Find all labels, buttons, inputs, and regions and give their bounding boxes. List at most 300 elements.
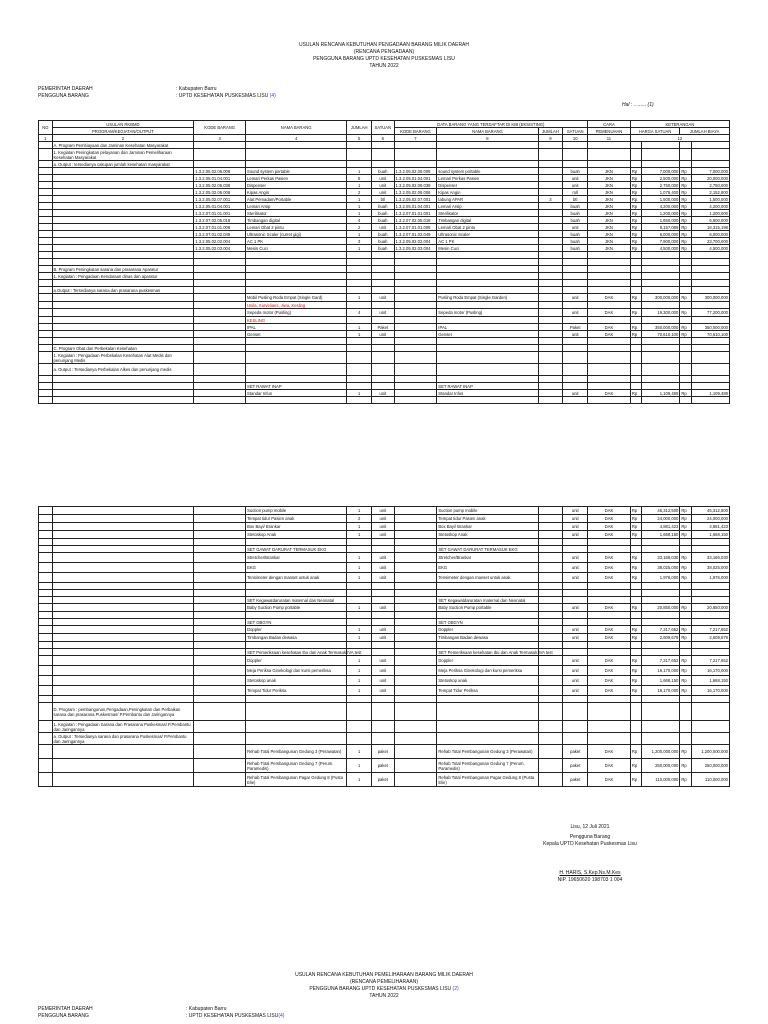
table-cell [394, 546, 437, 553]
table-cell [39, 238, 53, 245]
table-row [39, 721, 730, 733]
table-cell [588, 721, 631, 733]
table-cell [538, 597, 563, 604]
currency: Rp [630, 523, 641, 531]
table-cell [437, 703, 538, 721]
table-cell [194, 376, 246, 383]
table-cell [538, 733, 563, 745]
table-cell [372, 383, 395, 390]
table-cell [372, 703, 395, 721]
table-cell [39, 168, 53, 175]
jumlah-kib [538, 666, 563, 676]
table-cell [680, 612, 691, 619]
harga-satuan: 19,300,000 [642, 309, 680, 317]
table-cell [246, 252, 347, 259]
nama-barang-kib: Doppler [437, 656, 538, 666]
kode-barang [194, 507, 246, 515]
kode-barang: 1.3.2.05.02.02.004 [194, 238, 246, 245]
set-heading: SET Kegawatdaruratan maternal dan Neonatal [437, 597, 538, 604]
jumlah: 1 [347, 773, 372, 787]
table-cell [39, 666, 53, 676]
satuan-kib: buah [563, 245, 588, 252]
table-cell [630, 142, 641, 149]
table-cell [563, 721, 588, 733]
currency: Rp [680, 523, 691, 531]
table-cell [246, 376, 347, 383]
table-cell [246, 696, 347, 703]
table-cell [372, 583, 395, 590]
satuan: buah [372, 238, 395, 245]
table-cell [39, 573, 53, 583]
table-cell [630, 345, 641, 352]
table-row [39, 523, 730, 531]
jumlah-kib [538, 573, 563, 583]
harga-satuan: 1,200,000,000 [642, 745, 680, 759]
table-cell [194, 583, 246, 590]
table-cell [680, 352, 691, 364]
table-cell [538, 142, 563, 149]
note-row [39, 317, 730, 324]
table-cell [394, 317, 437, 324]
col-num: 7 [394, 135, 437, 142]
table-cell [194, 273, 246, 280]
table-cell [588, 161, 631, 168]
table-cell [347, 703, 372, 721]
table-cell [691, 142, 729, 149]
set-heading: SET RAWAT INAP [437, 383, 538, 390]
satuan-kib: unit [563, 573, 588, 583]
table-cell [347, 317, 372, 324]
currency: Rp [680, 759, 691, 773]
cara-pemenuhan: DAK [588, 604, 631, 612]
jumlah: 1 [347, 210, 372, 217]
table-cell [394, 252, 437, 259]
table-cell [194, 703, 246, 721]
currency: Rp [630, 656, 641, 666]
doc1-title [0, 42, 768, 70]
table-cell [563, 397, 588, 404]
harga-satuan: 1,500,000 [642, 196, 680, 203]
table-cell [691, 352, 729, 364]
table-cell [563, 619, 588, 626]
table-cell [394, 287, 437, 294]
cara-pemenuhan: JKN [588, 168, 631, 175]
harga-satuan: 16,170,000 [642, 686, 680, 696]
nama-barang-kib: Kipas Angin [437, 189, 538, 196]
table-cell [52, 696, 194, 703]
table-row [39, 604, 730, 612]
table-cell [630, 352, 641, 364]
table-cell [538, 583, 563, 590]
table-cell [52, 390, 194, 397]
table-cell [437, 364, 538, 376]
nama-barang-kib: Dispenser [437, 182, 538, 189]
cara-pemenuhan: DAK [588, 573, 631, 583]
kode-barang: 1.3.2.05.01.04.001 [194, 175, 246, 182]
cara-pemenuhan: DAK [588, 686, 631, 696]
table-cell [691, 696, 729, 703]
satuan-kib: unit [563, 331, 588, 338]
table-cell [347, 546, 372, 553]
table-cell [588, 317, 631, 324]
table-cell [642, 696, 680, 703]
table-cell [563, 583, 588, 590]
table-cell [394, 397, 437, 404]
table-cell [630, 280, 641, 287]
table-cell [39, 149, 53, 161]
table-cell [691, 583, 729, 590]
table-cell [52, 553, 194, 563]
satuan-kib: buah [563, 217, 588, 224]
nama-barang: Alat Pemadam/Portable [246, 196, 347, 203]
table-cell [39, 546, 53, 553]
table-cell [680, 397, 691, 404]
satuan: buah [372, 203, 395, 210]
table-cell [691, 733, 729, 745]
nama-barang-kib: Meja Periksa Ginekologi dan kursi pemeriksa [437, 666, 538, 676]
nama-barang: Mobil Pusling Roda Empat (Single Gard) [246, 294, 347, 302]
harga-satuan: 7,217,652 [642, 656, 680, 666]
table-cell [39, 175, 53, 182]
currency: Rp [680, 563, 691, 573]
jumlah: 4 [347, 309, 372, 317]
table-cell [437, 317, 538, 324]
jumlah-biaya: 20,000,000 [691, 175, 729, 182]
nama-barang-kib: Lemari Arsip [437, 203, 538, 210]
table-cell [347, 612, 372, 619]
table-cell [630, 252, 641, 259]
table-cell [39, 245, 53, 252]
jumlah-biaya: 16,170,000 [691, 666, 729, 676]
table-row [39, 168, 730, 175]
jumlah-biaya: 2,750,000 [691, 182, 729, 189]
satuan: unit [372, 634, 395, 642]
currency: Rp [630, 217, 641, 224]
table-cell [538, 259, 563, 266]
cara-pemenuhan: DAK [588, 656, 631, 666]
table-cell [538, 619, 563, 626]
table-cell [563, 142, 588, 149]
nama-barang-kib: Rehab Total Pembangunan Gedung 3 (Perawatan) [437, 745, 538, 759]
table-cell [563, 302, 588, 309]
table-cell [394, 142, 437, 149]
satuan: buah [372, 217, 395, 224]
kode-barang-kib [394, 773, 437, 787]
table-cell [52, 563, 194, 573]
currency: Rp [680, 686, 691, 696]
jumlah-kib [538, 553, 563, 563]
nama-barang: Meja Periksa Ginekologi dan kursi pemeriksa [246, 666, 347, 676]
table-cell [246, 612, 347, 619]
table-cell [680, 302, 691, 309]
cara-pemenuhan: DAK [588, 773, 631, 787]
table-cell [630, 397, 641, 404]
currency: Rp [680, 656, 691, 666]
table-cell [588, 259, 631, 266]
table-cell [39, 759, 53, 773]
jumlah-biaya: 1,668,150 [691, 531, 729, 539]
kode-barang-kib [394, 563, 437, 573]
table-cell [680, 619, 691, 626]
table-cell [52, 612, 194, 619]
harga-satuan: 250,000,000 [642, 759, 680, 773]
kode-barang-kib: 1.3.2.05.02.07.001 [394, 196, 437, 203]
table-cell [538, 149, 563, 161]
currency: Rp [630, 573, 641, 583]
table-row [39, 759, 730, 773]
table-row [39, 245, 730, 252]
table-cell [194, 161, 246, 168]
jumlah-kib [538, 523, 563, 531]
harga-satuan: 350,000,000 [642, 324, 680, 331]
nama-barang: EKG [246, 563, 347, 573]
jumlah: 1 [347, 168, 372, 175]
table-cell [680, 583, 691, 590]
table-cell [394, 619, 437, 626]
table-cell [39, 531, 53, 539]
cara-pemenuhan: DAK [588, 666, 631, 676]
value-pengguna: : UPTD KESEHATAN PUSKESMAS LISU [176, 93, 269, 99]
program-text: 1. Kegiatan : Pengadaan Sarana dan Prasarana Puskesmas/ P.Pembantu dan Jaringannya [52, 721, 194, 733]
table-cell [39, 583, 53, 590]
table-cell [372, 721, 395, 733]
program-text: a. Output : Tersedianya sarana dan prasarana Puskesmas/ P.Pembantu dan Jaringannya [52, 733, 194, 745]
table-cell [630, 338, 641, 345]
nama-barang: Dispenser [246, 182, 347, 189]
nama-barang-kib: Pusling Roda Empat (Single Garden) [437, 294, 538, 302]
kode-barang: 1.3.2.05.02.03.004 [194, 245, 246, 252]
table-cell [394, 259, 437, 266]
signature-block [520, 824, 660, 884]
table-row [39, 397, 730, 404]
cara-pemenuhan: DAK [588, 626, 631, 634]
cara-pemenuhan: JKN [588, 189, 631, 196]
table-cell [588, 287, 631, 294]
kode-barang-kib [394, 745, 437, 759]
currency: Rp [630, 759, 641, 773]
col-kode2: KODE BARANG [394, 128, 437, 135]
table-cell [642, 273, 680, 280]
currency: Rp [680, 573, 691, 583]
table-cell [642, 352, 680, 364]
sign-nip: NIP. 19650620 198703 1 004 [557, 877, 623, 883]
table-cell [588, 352, 631, 364]
label-pengguna: PENGGUNA BARANG [38, 1013, 89, 1019]
set-heading: SET GAWAT DARURAT TERMASUK EKG [437, 546, 538, 553]
table-cell [194, 287, 246, 294]
currency: Rp [630, 563, 641, 573]
table-cell [538, 338, 563, 345]
currency: Rp [680, 676, 691, 686]
table-cell [691, 259, 729, 266]
table-cell [691, 546, 729, 553]
table-cell [588, 345, 631, 352]
rkbmd-table-2 [38, 506, 730, 787]
table-cell [194, 642, 246, 649]
table-cell [52, 189, 194, 196]
table-cell [642, 397, 680, 404]
table-cell [680, 721, 691, 733]
kode-barang-kib [394, 294, 437, 302]
table-cell [538, 352, 563, 364]
jumlah-biaya: 4,200,000 [691, 203, 729, 210]
currency: Rp [630, 634, 641, 642]
table-row [39, 696, 730, 703]
table-cell [680, 703, 691, 721]
table-cell [52, 309, 194, 317]
table-cell [437, 352, 538, 364]
label-pemerintah: PEMERINTAH DAERAH [38, 86, 93, 92]
jumlah-biaya: 350,000,000 [691, 324, 729, 331]
table-cell [394, 383, 437, 390]
table-cell [394, 364, 437, 376]
nama-barang-kib: Doppler [437, 626, 538, 634]
table-row [39, 531, 730, 539]
col-pemenuhan: PEMENUHAN [588, 128, 631, 135]
currency: Rp [630, 604, 641, 612]
table-cell [246, 338, 347, 345]
kode-barang-kib [394, 515, 437, 523]
program-text: 1. Kegiatan : Pengadaan Kendaraan dinas dan aparatur [52, 273, 194, 280]
col-keterangan: KETERANGAN [630, 121, 729, 128]
harga-satuan: 2,750,000 [642, 182, 680, 189]
table-cell [588, 590, 631, 597]
table-cell [691, 649, 729, 656]
jumlah-biaya: 7,217,652 [691, 656, 729, 666]
table-cell [691, 703, 729, 721]
jumlah-biaya: 70,610,100 [691, 331, 729, 338]
title-line: PENGGUNA BARANG UPTD KESEHATAN PUSKESMAS LISU [309, 986, 452, 992]
jumlah-biaya: 1,200,000,000 [691, 745, 729, 759]
table-cell [588, 612, 631, 619]
table-cell [347, 619, 372, 626]
table-cell [372, 546, 395, 553]
kode-barang-kib [394, 309, 437, 317]
satuan: unit [372, 573, 395, 583]
col-num: 4 [246, 135, 347, 142]
jumlah: 1 [347, 676, 372, 686]
title-line: TAHUN 2022 [369, 63, 399, 69]
nama-barang-kib: Box Bayi/ Brankar [437, 523, 538, 531]
currency: Rp [680, 168, 691, 175]
table-cell [691, 345, 729, 352]
table-cell [39, 649, 53, 656]
satuan-kib: buah [563, 238, 588, 245]
currency: Rp [680, 745, 691, 759]
nama-barang: Stetoskop anak [246, 676, 347, 686]
col-num: 10 [563, 135, 588, 142]
table-cell [52, 507, 194, 515]
table-cell [52, 252, 194, 259]
page-number: Hal : ......... (1) [622, 102, 654, 108]
table-cell [538, 703, 563, 721]
set-heading: SET GAWAT DARURAT TERMASUK EKG [246, 546, 347, 553]
satuan-kib: unit [563, 175, 588, 182]
kode-barang: 1.3.2.05.02.06.038 [194, 182, 246, 189]
jumlah: 3 [347, 238, 372, 245]
jumlah-biaya: 110,000,000 [691, 773, 729, 787]
nama-barang-kib: Lemari Perkas Pasien [437, 175, 538, 182]
table-cell [588, 733, 631, 745]
table-cell [246, 161, 347, 168]
table-cell [394, 612, 437, 619]
table-row [39, 745, 730, 759]
cara-pemenuhan: DAK [588, 634, 631, 642]
jumlah: 2 [347, 515, 372, 523]
jumlah-kib [538, 626, 563, 634]
jumlah: 1 [347, 203, 372, 210]
col-program: PROGRAM/KEGIATAN/OUTPUT [52, 128, 194, 135]
table-cell [39, 619, 53, 626]
doc2-title [0, 972, 768, 1000]
table-cell [52, 182, 194, 189]
harga-satuan: 16,170,000 [642, 666, 680, 676]
table-row [39, 294, 730, 302]
table-cell [39, 604, 53, 612]
table-cell [194, 539, 246, 546]
harga-satuan: 1,200,000 [642, 210, 680, 217]
currency: Rp [680, 626, 691, 634]
table-row [39, 590, 730, 597]
table-cell [563, 376, 588, 383]
table-cell [642, 590, 680, 597]
harga-satuan: 2,609,679 [642, 634, 680, 642]
table-cell [642, 280, 680, 287]
table-cell [39, 196, 53, 203]
table-cell [538, 345, 563, 352]
set-heading: SET OBGYN [246, 619, 347, 626]
currency: Rp [630, 626, 641, 634]
table-cell [563, 590, 588, 597]
jumlah-biaya: 20,850,000 [691, 604, 729, 612]
table-row [39, 210, 730, 217]
set-heading: SET Pemeriksaan kesehatan Ibu dan Anak Termasuk IVA test [247, 649, 362, 655]
nama-barang: Doppler [246, 656, 347, 666]
col-no: NO [39, 121, 53, 135]
jumlah: 1 [347, 331, 372, 338]
title-line: USULAN RENCANA KEBUTUHAN PENGADAAN BARANG MILIK DAERAH [298, 42, 470, 48]
table-row [39, 331, 730, 338]
nama-barang: Sterilisator [246, 210, 347, 217]
table-cell [246, 642, 347, 649]
table-cell [39, 210, 53, 217]
col-num: 11 [588, 135, 631, 142]
jumlah-kib: 3 [538, 196, 563, 203]
table-cell [39, 696, 53, 703]
nama-barang: Sound system portable [246, 168, 347, 175]
table-row [39, 252, 730, 259]
kode-barang-kib [394, 531, 437, 539]
table-cell [588, 642, 631, 649]
table-cell [588, 583, 631, 590]
kode-barang: 1.3.2.05.02.06.006 [194, 189, 246, 196]
table-cell [39, 553, 53, 563]
table-cell [39, 266, 53, 273]
currency: Rp [630, 224, 641, 231]
table-cell [347, 696, 372, 703]
nama-barang-kib: Standar Infus [437, 390, 538, 397]
satuan-kib: unit [563, 604, 588, 612]
table-cell [588, 539, 631, 546]
doc2-meta-values [186, 1006, 284, 1020]
satuan-kib: unit [563, 676, 588, 686]
satuan: Paket [372, 324, 395, 331]
table-cell [630, 539, 641, 546]
table-cell [39, 317, 53, 324]
col-jumlah: JUMLAH [347, 121, 372, 135]
table-cell [372, 161, 395, 168]
table-cell [691, 397, 729, 404]
